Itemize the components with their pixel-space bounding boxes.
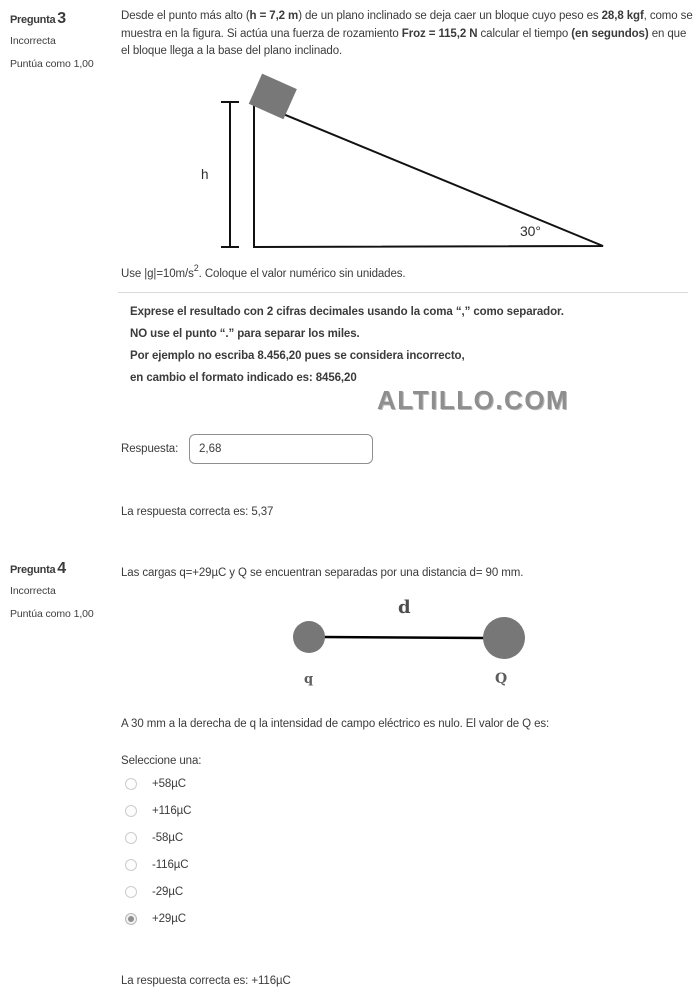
- question-word: Pregunta: [10, 564, 56, 576]
- gravity-text-post: . Coloque el valor numérico sin unidades.: [198, 268, 406, 280]
- radio-unchecked-icon[interactable]: [125, 778, 137, 790]
- question4-title: [10, 560, 114, 578]
- option-row[interactable]: [125, 855, 189, 875]
- statement-text: ) de un plano inclinado se deja caer un bloque cuyo peso es: [298, 10, 602, 22]
- format-instructions: [130, 301, 690, 389]
- question3-statement: [121, 8, 693, 61]
- option-row[interactable]: [125, 882, 183, 902]
- radio-unchecked-icon[interactable]: [125, 832, 137, 844]
- angle-label: 30°: [520, 223, 541, 239]
- statement-bold-units: (en segundos): [571, 27, 649, 40]
- radio-unchecked-icon[interactable]: [125, 805, 137, 817]
- question3-feedback: La respuesta correcta es: 5,37: [121, 506, 274, 518]
- radio-unchecked-icon[interactable]: [125, 886, 137, 898]
- answer-label: Respuesta:: [121, 443, 179, 455]
- altillo-watermark: ALTILLO.COM: [377, 385, 570, 415]
- charge-Q-label: Q: [495, 671, 508, 687]
- radio-unchecked-icon[interactable]: [125, 859, 137, 871]
- option-label[interactable]: +116µC: [152, 805, 192, 817]
- divider-line: [118, 292, 688, 293]
- charges-drawing: [270, 595, 540, 691]
- question4-feedback: La respuesta correcta es: +116µC: [121, 975, 291, 987]
- inclined-plane-drawing: [190, 76, 610, 258]
- height-label: h: [201, 167, 209, 182]
- option-label[interactable]: +29µC: [152, 913, 186, 925]
- answer-input[interactable]: [189, 434, 373, 464]
- question4-info: [10, 560, 114, 620]
- option-row[interactable]: [125, 774, 186, 794]
- charge-q-circle: [293, 621, 325, 653]
- statement-bold-friction: Froz = 115,2 N: [401, 27, 478, 40]
- question3-grade: Puntúa como 1,00: [10, 58, 94, 70]
- option-row[interactable]: [125, 909, 186, 929]
- statement-bold-weight: 28,8 kgf: [601, 10, 644, 22]
- block-shape: [249, 74, 297, 120]
- statement-text: , como se muestra en la figura. Si actúa una fuerza de rozamiento: [121, 10, 693, 40]
- statement-text: en que el bloque llega a la base del plano inclinado.: [121, 27, 687, 57]
- charge-Q-circle: [483, 617, 525, 659]
- question-number: 4: [57, 560, 67, 577]
- option-label[interactable]: -116µC: [152, 859, 189, 871]
- option-row[interactable]: [125, 828, 183, 848]
- instruction-line: Exprese el resultado con 2 cifras decimales usando la coma “,” como separador.: [130, 306, 564, 318]
- question4-statement: Las cargas q=+29µC y Q se encuentran separadas por una distancia d= 90 mm.: [121, 567, 524, 579]
- gravity-exponent: 2: [193, 263, 199, 273]
- charges-figure: [270, 595, 540, 691]
- question-number: 3: [57, 10, 67, 27]
- statement-text: calcular el tiempo: [477, 27, 572, 40]
- instruction-line: NO use el punto “.” para separar los miles.: [130, 328, 360, 340]
- inclined-plane-figure: [190, 76, 610, 258]
- charge-q-label: q: [304, 672, 313, 687]
- question3-state: Incorrecta: [10, 35, 56, 47]
- question4-grade: Puntúa como 1,00: [10, 608, 94, 620]
- question-word: Pregunta: [10, 14, 56, 26]
- question3-info: [10, 10, 114, 70]
- statement-bold-height: h = 7,2 m: [249, 10, 299, 22]
- radio-checked-icon[interactable]: [125, 913, 137, 925]
- option-label[interactable]: -58µC: [152, 832, 184, 844]
- option-row[interactable]: [125, 801, 191, 821]
- instruction-line: en cambio el formato indicado es: 8456,20: [130, 372, 357, 384]
- option-label[interactable]: +58µC: [152, 778, 186, 790]
- option-label[interactable]: -29µC: [152, 886, 184, 898]
- gravity-text: Use |g|=10m/s: [121, 268, 194, 280]
- question4-state: Incorrecta: [10, 585, 56, 597]
- question3-title: [10, 10, 114, 28]
- instruction-line: Por ejemplo no escriba 8.456,20 pues se considera incorrecto,: [130, 350, 465, 362]
- gravity-note: [121, 263, 406, 280]
- question4-prompt: A 30 mm a la derecha de q la intensidad de campo eléctrico es nulo. El valor de Q es:: [121, 718, 550, 730]
- statement-text: Desde el punto más alto (: [121, 10, 250, 22]
- select-one-label: Seleccione una:: [121, 755, 202, 767]
- distance-label: d: [398, 597, 411, 618]
